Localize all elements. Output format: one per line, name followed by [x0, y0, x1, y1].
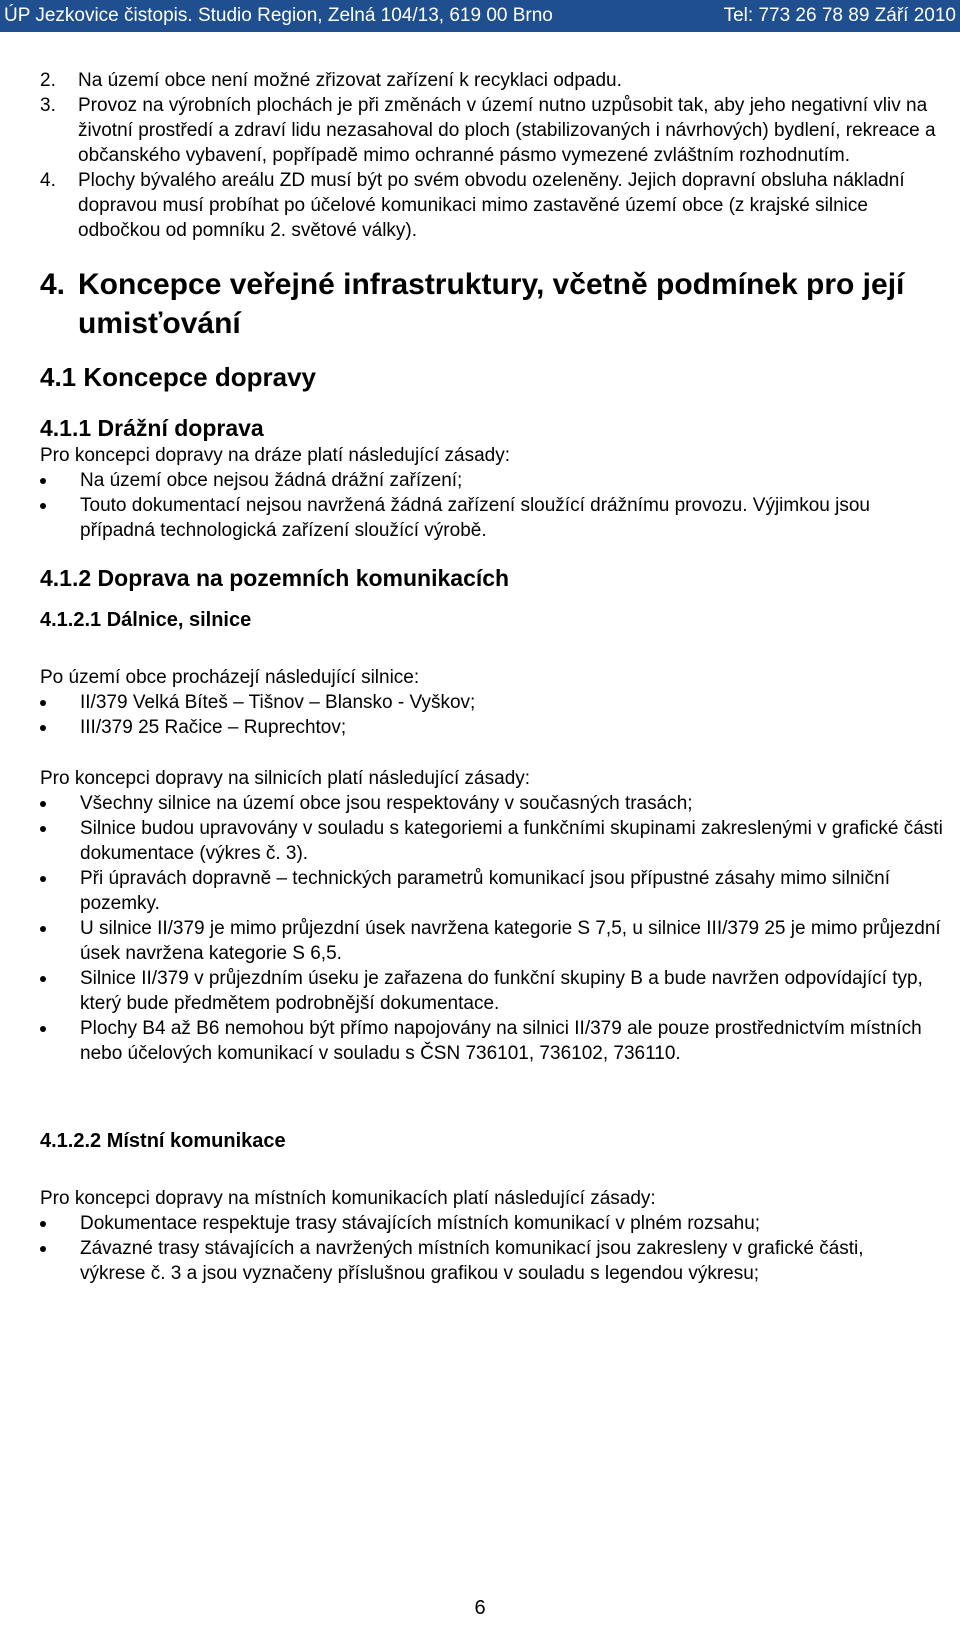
roads-intro: Po území obce procházejí následující silnice: — [40, 667, 420, 688]
page-number: 6 — [474, 1597, 486, 1619]
list-item: Závazné trasy stávajících a navržených místních komunikací jsou zakresleny v grafické části, výkrese č. 3 a jsou vyznačeny příslušnou grafikou v souladu s legendou výkresu; — [40, 1236, 950, 1286]
bullet-icon — [40, 725, 46, 731]
list-item: Dokumentace respektuje trasy stávajících místních komunikací v plném rozsahu; — [40, 1211, 950, 1236]
page-header — [0, 0, 960, 32]
section-4-1-1-intro: Pro koncepci dopravy na dráze platí následující zásady: — [40, 445, 510, 466]
section-4-heading: 4. Koncepce veřejné infrastruktury, včetně podmínek pro její umisťování — [40, 268, 905, 340]
bullet-icon — [40, 876, 46, 882]
bullet-icon — [40, 503, 46, 509]
roads-list — [40, 690, 950, 740]
section-4-1-1-heading: 4.1.1 Drážní doprava — [40, 415, 264, 441]
section-4-1-heading: 4.1 Koncepce dopravy — [40, 362, 316, 392]
section-4-1-2-1-heading: 4.1.2.1 Dálnice, silnice — [40, 609, 252, 631]
header-left: ÚP Jezkovice čistopis. Studio Region, Zelná 104/13, 619 00 Brno — [4, 5, 553, 26]
list-item: 4. Plochy bývalého areálu ZD musí být po svém obvodu ozeleněny. Jejich dopravní obsluha nákladní dopravou musí probíhat po účelové komunikaci mimo zastavěné území obce (z krajské silnice odbočkou od pomníku 2. světové války). — [40, 170, 905, 241]
list-item: Silnice II/379 v průjezdním úseku je zařazena do funkční skupiny B a bude navržen odpovídající typ, který bude předmětem podrobnější dokumentace. — [40, 966, 950, 1016]
list-item: 3. Provoz na výrobních plochách je při změnách v území nutno uzpůsobit tak, aby jeho negativní vliv na životní prostředí a zdraví lidu nezasahoval do ploch (stabilizovaných i návrhových) bydlení, rekreace a občanského vybavení, popřípadě mimo ochranné pásmo vymezené zvláštním rozhodnutím. — [40, 95, 936, 166]
road-rules-intro: Pro koncepci dopravy na silnicích platí následující zásady: — [40, 768, 531, 789]
local-roads-list — [40, 1211, 950, 1286]
list-item: Silnice budou upravovány v souladu s kategoriemi a funkčními skupinami zakreslenými v grafické části dokumentace (výkres č. 3). — [40, 816, 950, 866]
bullet-icon — [40, 700, 46, 706]
header-right: Tel: 773 26 78 89 Září 2010 — [723, 5, 956, 26]
section-4-1-2-heading: 4.1.2 Doprava na pozemních komunikacích — [40, 565, 510, 591]
bullet-icon — [40, 926, 46, 932]
intro-list — [40, 68, 950, 243]
bullet-icon — [40, 826, 46, 832]
road-rules-list — [40, 791, 950, 1066]
bullet-icon — [40, 801, 46, 807]
bullet-icon — [40, 1221, 46, 1227]
section-4-1-2-2-heading: 4.1.2.2 Místní komunikace — [40, 1130, 286, 1152]
list-item: Touto dokumentací nejsou navržená žádná zařízení sloužící drážnímu provozu. Výjimkou jsou případná technologická zařízení sloužící výrobě. — [40, 493, 950, 543]
bullet-icon — [40, 1026, 46, 1032]
local-roads-intro: Pro koncepci dopravy na místních komunikacích platí následující zásady: — [40, 1188, 656, 1209]
document-body — [40, 68, 950, 1286]
list-item: U silnice II/379 je mimo průjezdní úsek navržena kategorie S 7,5, u silnice III/379 25 je mimo průjezdní úsek navržena kategorie S 6,5. — [40, 916, 950, 966]
list-item: 2. Na území obce není možné zřizovat zařízení k recyklaci odpadu. — [40, 70, 622, 91]
list-item: Na území obce nejsou žádná drážní zařízení; — [40, 468, 950, 493]
list-item: Plochy B4 až B6 nemohou být přímo napojovány na silnici II/379 ale pouze prostřednictvím místních nebo účelových komunikací v souladu s ČSN 736101, 736102, 736110. — [40, 1016, 950, 1066]
list-item: II/379 Velká Bíteš – Tišnov – Blansko - Vyškov; — [40, 690, 950, 715]
bullet-icon — [40, 478, 46, 484]
section-4-1-1-list — [40, 468, 950, 543]
bullet-icon — [40, 976, 46, 982]
bullet-icon — [40, 1246, 46, 1252]
list-item: III/379 25 Račice – Ruprechtov; — [40, 715, 950, 740]
list-item: Všechny silnice na území obce jsou respektovány v současných trasách; — [40, 791, 950, 816]
list-item: Při úpravách dopravně – technických parametrů komunikací jsou přípustné zásahy mimo silniční pozemky. — [40, 866, 950, 916]
